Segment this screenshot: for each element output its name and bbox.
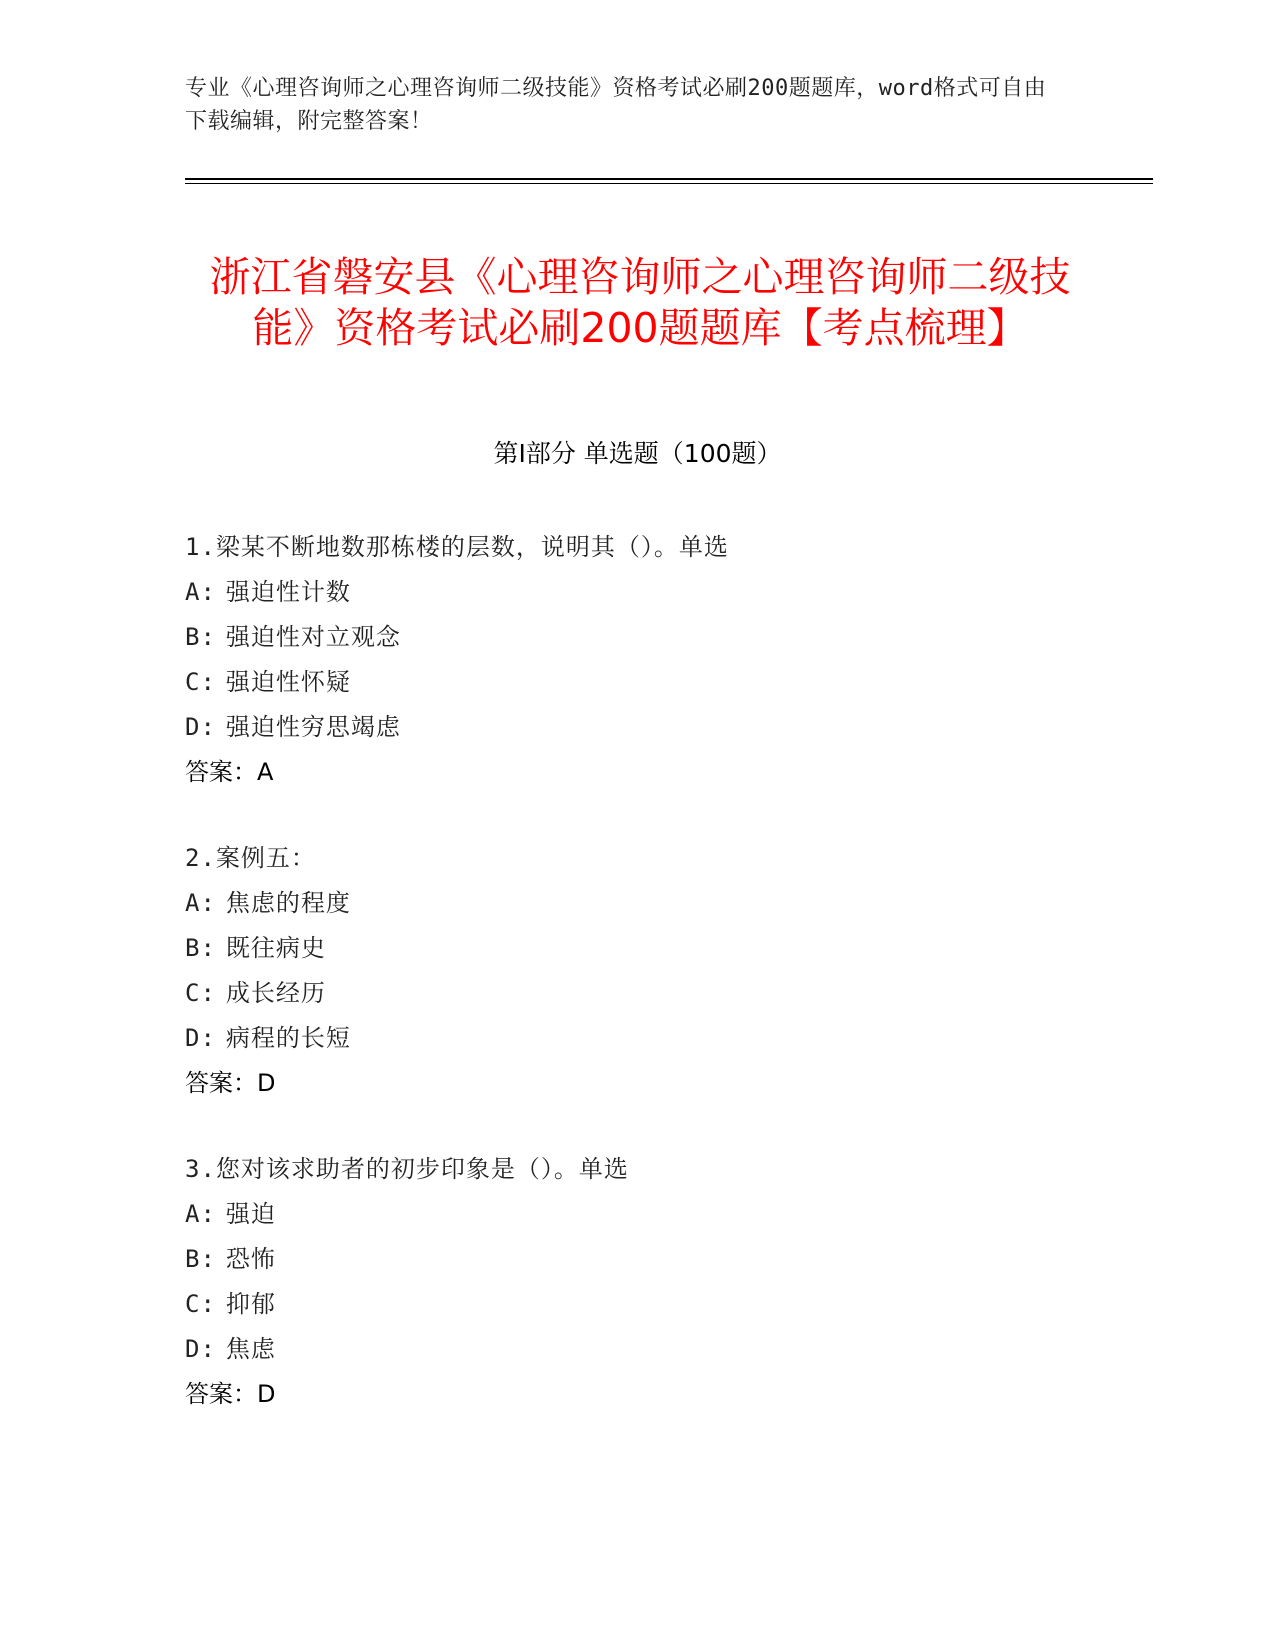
header-divider-thin (185, 183, 1153, 184)
option-text: 焦虑 (225, 1335, 276, 1363)
answer-line: 答案：D (185, 1069, 276, 1097)
option-text: 病程的长短 (225, 1024, 351, 1052)
option-key: D: (185, 1335, 216, 1363)
option-line (185, 570, 1085, 615)
question-stem: 3.您对该求助者的初步印象是（）。单选 (185, 1155, 629, 1183)
option-key: B: (185, 623, 216, 651)
option-text: 强迫性计数 (225, 578, 351, 606)
option-key: C: (185, 668, 216, 696)
option-key: D: (185, 1024, 216, 1052)
option-text: 强迫性对立观念 (225, 623, 401, 651)
option-line (185, 705, 1085, 750)
option-line (185, 971, 1085, 1016)
header-divider-thick (185, 178, 1153, 180)
option-text: 成长经历 (225, 979, 326, 1007)
option-line (185, 1192, 1085, 1237)
option-line (185, 1282, 1085, 1327)
option-line (185, 1016, 1085, 1061)
option-key: B: (185, 1245, 216, 1273)
option-key: A: (185, 889, 216, 917)
question-stem: 2.案例五： (185, 844, 316, 872)
option-text: 抑郁 (225, 1290, 276, 1318)
question-list (185, 525, 1085, 1458)
option-line (185, 1237, 1085, 1282)
header-note: 专业《心理咨询师之心理咨询师二级技能》资格考试必刷200题题库，word格式可自由下载编辑，附完整答案！ (185, 76, 1047, 134)
section-heading: 第Ⅰ部分 单选题（100题） (493, 439, 782, 468)
option-key: C: (185, 1290, 216, 1318)
option-key: B: (185, 934, 216, 962)
option-line (185, 1327, 1085, 1372)
answer-line: 答案：D (185, 1380, 276, 1408)
option-line (185, 660, 1085, 705)
option-key: A: (185, 578, 216, 606)
option-text: 强迫 (225, 1200, 276, 1228)
option-line (185, 926, 1085, 971)
option-text: 强迫性穷思竭虑 (225, 713, 401, 741)
question-item (185, 836, 1085, 1106)
option-key: A: (185, 1200, 216, 1228)
option-key: C: (185, 979, 216, 1007)
option-text: 既往病史 (225, 934, 326, 962)
answer-line: 答案：A (185, 758, 274, 786)
option-line (185, 615, 1085, 660)
option-text: 恐怖 (225, 1245, 276, 1273)
option-line (185, 881, 1085, 926)
option-key: D: (185, 713, 216, 741)
question-item (185, 1147, 1085, 1417)
option-text: 焦虑的程度 (225, 889, 351, 917)
document-title: 浙江省磐安县《心理咨询师之心理咨询师二级技能》资格考试必刷200题题库【考点梳理】 (209, 253, 1071, 353)
question-stem: 1.梁某不断地数那栋楼的层数，说明其（）。单选 (185, 533, 729, 561)
option-text: 强迫性怀疑 (225, 668, 351, 696)
question-item (185, 525, 1085, 795)
